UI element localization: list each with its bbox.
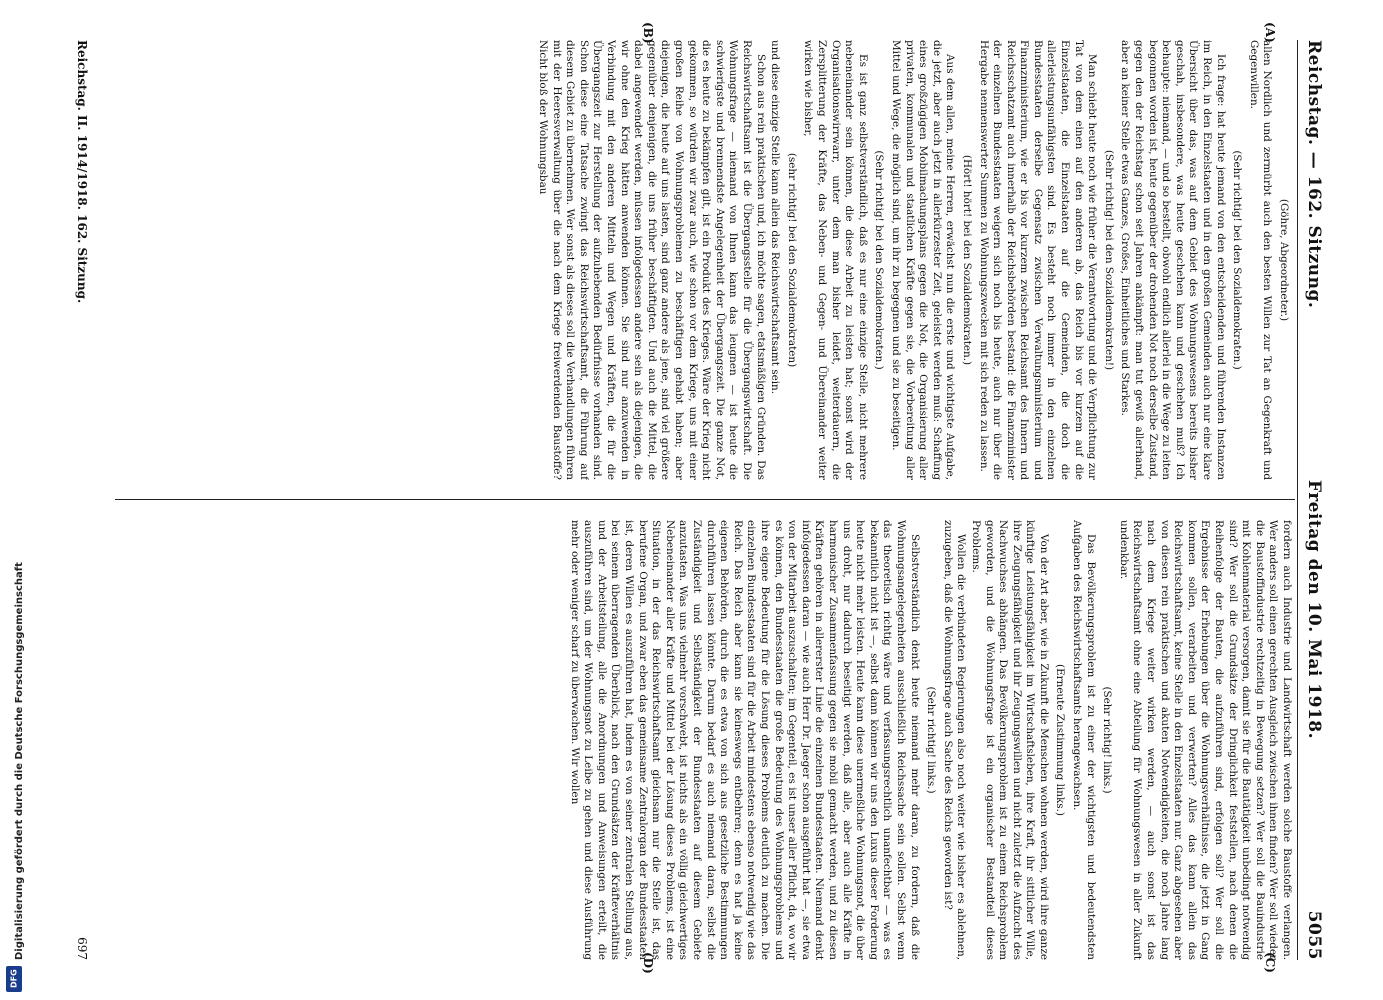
margin-marker-a: (A) (1263, 22, 1277, 43)
interjection: (Hört! hört! bei den Sozialdemokraten.) (960, 154, 973, 366)
header-right: Freitag den 10. Mai 1918. (1304, 479, 1324, 740)
margin-marker-d: (D) (641, 952, 655, 974)
margin-marker-b: (B) (641, 22, 655, 44)
paragraph: Das Bevölkerungsproblem ist zu einer der wichtigsten und bedeutendsten Aufgaben des Reichswirtschaftsamts herangewachsen. (1071, 520, 1097, 960)
paragraph: fordern auch Industrie und Landwirtschaft werden solche Baustoffe verlangen. Wer anders soll einen gerechten Ausgleich zwischen ihnen finden? Wer soll wieder die Baustoffindustrie rechtzeitig in Bewegung setzen? Wer soll die Bauindustrie mit Kohlenmaterial versorgen, damit sie für die Bautätigkeit unbedingt notwendig sind? Wer soll die Grundsätze der Dringlichkeit feststellen, nach denen die Reihenfolge der Bauten, die aufzuführen sind, erfolgen soll? Wer soll die Ergebnisse der Erhebungen über die Wohnungsverhältnisse, die jetzt in Gang kommen sollen, verarbeiten und verwerten? Alles das kann allein das Reichswirtschaftsamt, keine Stelle in den Einzelstaaten nur. Ganz abgesehen aber von diesen rein praktischen und akuten Notwendigkeiten, die noch Jahre lang nach dem Kriege weiter wirken werden, — auch sonst ist das Reichswirtschaftsamt ohne eine Abteilung für Wohnungswesen in aller Zukunft undenkbar. (1117, 520, 1293, 960)
interjection: (Erneute Zustimmung links.) (1054, 664, 1067, 816)
paragraph: Ich frage: hat heute jemand von den entscheidenden und führenden Instanzen im Reich, in den Einzelstaaten und in den großen Gemeinden auch nur eine klare Übersicht über das, was auf dem Gebiet des Wohnungswesens bereits bisher geschah, insbesondere, was heute geschehen kann und geschehen muß? Ich behaupte: niemand, — und so bestellt, obwohl endlich allerlei in die Wege zu leiten begonnen worden ist, heute gegenüber der drohenden Not noch derselbe Zustand, gegen den der Reichstag schon seit Jahren ankämpft: man tut gewiß allerhand, aber an keiner Stelle etwas Ganzes, Großes, Einheitliches und Starkes. (1119, 40, 1227, 480)
right-column (103, 520, 1293, 960)
paragraph: allen Nordlich und zermürbt auch den besten Willen zur Tat an Gegenkraft und Gegenwillen. (1247, 40, 1274, 480)
paragraph: Selbstverständlich denkt heute niemand mehr daran, zu fordern, daß die Wohnungsangelegenheiten ausschließlich Reichssache sein sollen. Selbst wenn das theoretisch richtig wäre und verfassungsrechtlich unanfechtbar — was es bekanntlich nicht ist —, selbst dann können wir uns den Luxus dieser Forderung heute nicht mehr leisten. Heute kann diese unermeßliche Wohnungsnot, die über uns droht, nur dadurch beseitigt werden, daß alle, aber auch alle Kräfte in harmonischer Zusammenfassung gegen sie mobil gemacht werden, und zu diesen Kräften gehören in allererster Linie die einzelnen Bundesstaaten. Niemand denkt infolgedessen daran — wie auch Herr Dr. Jaeger schon ausgeführt hat —, sie etwa von der Mitarbeit auszuschalten; im Gegenteil, es ist unser aller Pflicht, da, wo wir es können, den Bundesstaaten die große Bedeutung des Wohnungsproblems und ihre eigene Bedeutung für die Lösung dieses Problems deutlich zu machen. Die einzelnen Bundesstaaten sind für die Arbeit mindestens ebenso notwendig wie das Reich. Das Reich aber kann sie keineswegs entbehren; denn es hat ja keine eigenen Behörden, durch die es etwa von sich aus gesetzliche Bestimmungen durchführen lassen könnte. Darum bedarf es auch niemand daran, selbst die Zuständigkeit und Selbständigkeit der Bundesstaaten auf diesem Gebiete anzutasten. Was uns vielmehr vorschwebt, ist nichts als ein völlig gleichwertiges Nebeneinander aller Kräfte und Mittel bei der Lösung dieses Problems, ist eine Situation, in der das Reichswirtschaftsamt gleichsam nur die Stelle ist, das berufene Organ, und zwar eben das gemeinsame Zentralorgan der Bundesstaaten ist, deren Willen es auszuführen hat, indem es von seiner zentralen Stellung aus, bei seinem überragenden Überblick, nach den Grundsätzen der Kräfteverhältnis und der Arbeitsteilung, alle die Anordnungen und Anweisungen erteilt, die auszuführen sind, um der Wohnungsnot zu Leibe zu gehen und diese Ausführung mehr oder weniger scharf zu überwachen. Wir wollen (568, 520, 921, 960)
paragraph: Wollen die verbündeten Regierungen also noch weiter wie bisher es ablehnen, zuzugeben, daß die Wohnungsfrage auch Sache des Reichs geworden ist? (941, 520, 968, 960)
page-header (1301, 40, 1327, 960)
interjection: (Sehr richtig! bei den Sozialdemokraten.) (1231, 150, 1244, 370)
dfg-logo-icon: DFG (6, 966, 22, 992)
paragraph: und diese einzige Stelle kann allein das Reichswirtschaftsamt sein. (769, 40, 782, 395)
newspaper-page (45, 0, 1345, 1000)
scanned-page (45, 0, 1345, 1000)
digitization-credit (4, 0, 24, 1000)
header-left: Reichstag. — 162. Sitzung. (1304, 40, 1324, 309)
page-number: 5055 (1304, 910, 1324, 960)
margin-marker-c: (C) (1263, 952, 1277, 973)
column-divider (115, 499, 1295, 500)
interjection: (Sehr richtig! links.) (925, 686, 938, 794)
interjection: (sehr richtig! bei den Sozialdemokraten) (785, 152, 798, 368)
footer-page-number: 697 (75, 937, 89, 960)
interjection: (Sehr richtig! links.) (1101, 686, 1114, 794)
paragraph: Von der Art aber, wie in Zukunft die Menschen wohnen werden, wird ihre ganze künftige Leistungsfähigkeit im Wirtschaftsleben, ihre Kraft, ihr sittlicher Wille, ihre Zeugungsfähigkeit und ihr Zeugungswillen und nicht zuletzt die Aufzucht des Nachwuchses abhängen. Das Bevölkerungsproblem ist zu einem Reichsproblem geworden, und die Wohnungsfrage ist ein organischer Bestandteil dieses Problems. (969, 520, 1050, 960)
paragraph: Aus dem allen, meine Herren, erwächst nun die erste und wichtigste Aufgabe, die jetzt, aber auch jetzt in allerkürzester Zeit, geleistet werden muß: Schaffung eines großzügigen Mobilmachungsplans gegen die Not, die Organisierung aller privaten, kommunalen und staatlichen Kräfte gegen sie, die Vorbereitung aller Mittel und Wege, die möglich sind, um ihr zu begegnen und sie zu beseitigen. (889, 40, 957, 480)
credit-text: Digitalisierung gefördert durch die Deutsche Forschungsgemeinschaft (14, 562, 25, 960)
header-rule (1297, 40, 1298, 960)
left-column (103, 40, 1293, 480)
paragraph: Man schiebt heute noch wie früher die Verantwortung und die Verpflichtung zur Tat von dem einen auf den anderen ab, das Reich bis vor kurzem auf die Einzelstaaten, die Einzelstaaten auf die Gemeinden, die doch die allerleistungsunfähigsten sind. Es besteht noch immer in den einzelnen Bundesstaaten derselbe Gegensatz zwischen Verwaltungsministerium und Finanzministerium, wie er bis vor kurzem zwischen Reichsamt des Innern und Reichsschatzamt auch innerhalb der Reichsbehörden bestand: die Finanzminister der einzelnen Bundesstaaten weigern sich noch bis heute, auch nur über die Hergabe nennenswerter Summen zu Wohnungszwecken mit sich reden zu lassen. (977, 40, 1099, 480)
speaker-name: (Göhre, Abgeordneter.) (1278, 198, 1290, 322)
paragraph: Es ist ganz selbstverständlich, daß es nur eine einzige Stelle, nicht mehrere nebeneinander sein können, die diese Arbeit zu leisten hat; sonst wird der Organisationswirrwarr, unter dem man bisher leidet, weiterdauern, die Zersplitterung der Kräfte, das Neben- und Gegen- und Übereinander weiter wirken wie bisher, (802, 40, 869, 480)
interjection: (Sehr richtig! bei den Sozialdemokraten!) (1102, 149, 1115, 371)
footer-session: Reichstag. II. 1914/1918. 162. Sitzung. (75, 40, 89, 304)
paragraph: Schon aus rein praktischen und, ich möchte sagen, etatsmäßigen Gründen. Das Reichswirtschaftsamt ist die Übergangsstelle für die Übergangswirtschaft. Die Wohnungsfrage — niemand von Ihnen kann das leugnen — ist heute die schwierigste und brennendste Angelegenheit der Übergangszeit. Die ganze Not, die es heute zu bekämpfen gilt, ist ein Produkt des Krieges. Wäre der Krieg nicht gekommen, so würden wir zwar auch, wie schon vor dem Kriege, uns mit einer großen Reihe von Wohnungsproblemen zu beschäftigen gehabt haben; aber diejenigen, die heute auf uns lasten, sind ganz andere als jene, sind viel größere gegenüber denjenigen, die uns früher beschäftigten. Und auch die Mittel, die dabei angewendet werden, müssen infolgedessen andere sein als diejenigen, die wir ohne den Krieg hätten anwenden können. Sie sind nur anzuwenden in Verbindung mit den anderen Mitteln und Wegen und Kräften, die für die Übergangszeit zur Herstellung der aufzuhebenden Bedürfnisse vorhanden sind. Schon diese eine Tatsache zwingt das Reichswirtschaftsamt, die Führung auf diesem Gebiet zu übernehmen. Wer sonst als dieses soll die Verhandlungen führen mit der Heeresverwaltung über die nach dem Kriege freiwerdenden Baustoffe? Nicht bloß der Wohnungsbau (537, 40, 767, 480)
interjection: (Sehr richtig! bei den Sozialdemokraten.) (873, 150, 886, 370)
